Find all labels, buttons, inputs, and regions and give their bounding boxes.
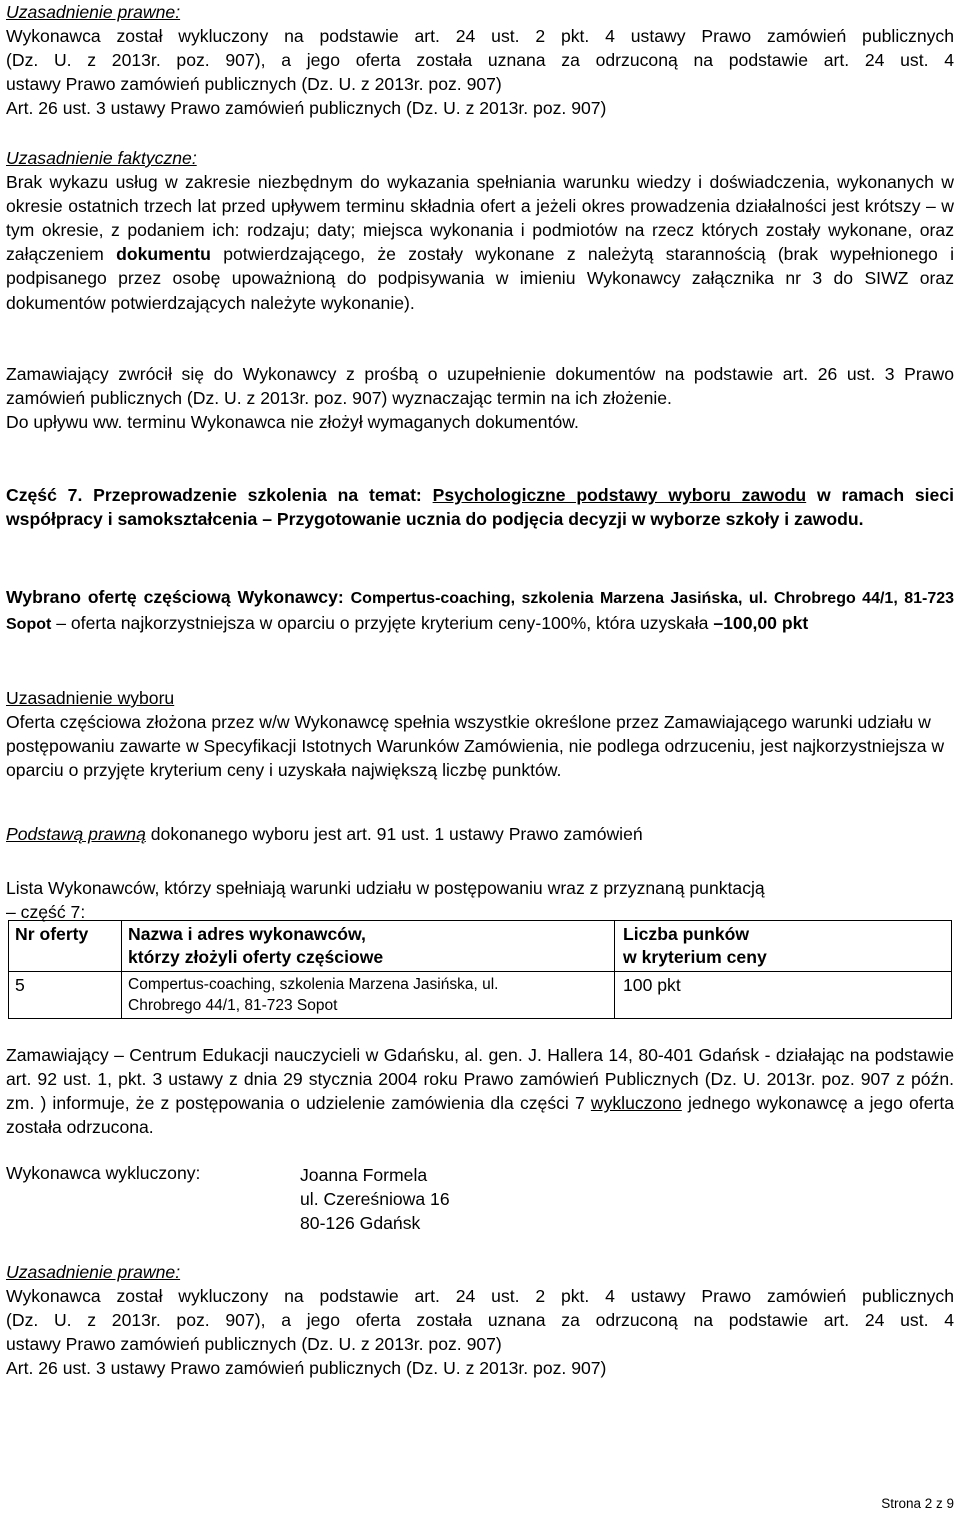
- legal-line: Art. 26 ust. 3 ustawy Prawo zamówień publicznych (Dz. U. z 2013r. poz. 907): [6, 98, 607, 119]
- legal-line: (Dz. U. z 2013r. poz. 907), a jego oferta została uznana za odrzuconą na podstawie art. 24 ust. 4: [6, 50, 954, 71]
- legal-basis: [6, 822, 954, 846]
- excluded-address: [300, 1163, 450, 1235]
- legal-heading: Uzasadnienie prawne:: [6, 1262, 181, 1282]
- part7-heading: [6, 483, 954, 531]
- legal-basis-label: Podstawą prawną: [6, 824, 146, 844]
- table-header-row: [9, 921, 952, 972]
- legal-line: Wykonawca został wykluczony na podstawie art. 24 ust. 2 pkt. 4 ustawy Prawo zamówień publicznych: [6, 1286, 954, 1307]
- header-offer-number: Nr oferty: [9, 921, 122, 972]
- legal-line: Wykonawca został wykluczony na podstawie art. 24 ust. 2 pkt. 4 ustawy Prawo zamówień publicznych: [6, 26, 954, 47]
- request-text: Zamawiający zwrócił się do Wykonawcy z prośbą o uzupełnienie dokumentów na podstawie art. 26 ust. 3 Prawo zamówień publicznych (Dz. U. z 2013r. poz. 907) wyznaczając termin na ich złożenie.: [6, 364, 954, 409]
- factual-heading: Uzasadnienie faktyczne:: [6, 148, 197, 168]
- part7-topic: Psychologiczne podstawy wyboru zawodu: [432, 485, 807, 505]
- cell-points: 100 pkt: [615, 972, 952, 1019]
- excluded-label: Wykonawca wykluczony:: [6, 1163, 201, 1183]
- request-paragraph: [6, 362, 954, 434]
- factual-text: Brak wykazu usług w zakresie niezbędnym do wykazania spełniania warunku wiedzy i doświadczenia, wykonanych w okresie ostatnich trzech lat przed upływem terminu składnia ofert a jeżeli okres prowadzenia działalności jest krótszy – w tym okresie, z podaniem ich: rodzaju; daty; miejsca wykonania i podmiotów na rzecz których zostały wykonane, oraz załączeniem dokumentu potwierdzającego, że zostały wykonane z należytą starannością (brak wypełnionego i podpisanego przez osobę upoważnioną do podpisywania w imieniu Wykonawcy załącznika nr 3 do SIWZ oraz dokumentów potwierdzających należyte wykonanie).: [6, 172, 955, 313]
- legal-basis-text: dokonanego wyboru jest art. 91 ust. 1 ustawy Prawo zamówień: [150, 824, 643, 844]
- list-intro: [6, 876, 954, 924]
- legal-justification-1: [6, 0, 954, 120]
- selection-lead: Wybrano ofertę częściową Wykonawcy:: [6, 587, 344, 607]
- cell-contractor: Compertus-coaching, szkolenia Marzena Jasińska, ul. Chrobrego 44/1, 81-723 Sopot: [122, 972, 615, 1019]
- bold-document-word: dokumentu: [116, 244, 211, 265]
- legal-line: (Dz. U. z 2013r. poz. 907), a jego oferta została uznana za odrzuconą na podstawie art. 24 ust. 4: [6, 1310, 954, 1331]
- choice-text: Oferta częściowa złożona przez w/w Wykonawcę spełnia wszystkie określone przez Zamawiającego warunki udziału w postępowaniu zawarte w Specyfikacji Istotnych Warunków Zamówienia, nie podlega odrzuceniu, jest najkorzystniejsza w oparciu o przyjęte kryterium ceny i uzyskała największą liczbę punktów.: [6, 712, 945, 781]
- selected-company: Compertus-coaching, szkolenia Marzena Jasińska, ul. Chrobrego 44/1, 81-723 Sopot: [6, 590, 955, 634]
- legal-heading: Uzasadnienie prawne:: [6, 2, 181, 22]
- table-row: [9, 972, 952, 1019]
- legal-line: ustawy Prawo zamówień publicznych (Dz. U. z 2013r. poz. 907): [6, 74, 502, 95]
- list-intro-line: – część 7:: [6, 902, 86, 923]
- choice-heading: Uzasadnienie wyboru: [6, 688, 175, 708]
- page-number: Strona 2 z 9: [881, 1496, 954, 1511]
- notice-paragraph: Zamawiający – Centrum Edukacji nauczycieli w Gdańsku, al. gen. J. Hallera 14, 80-401 Gdańsk - działając na podstawie art. 92 ust. 1, pkt. 3 ustawy z dnia 29 stycznia 2004 roku Prawo zamówień Publicznych (Dz. U. 2013r. poz. 907 z późn. zm. ) informuje, że z postępowania o udzielenie zamówienia dla części 7 wykluczono jednego wykonawcę a jego oferta została odrzucona.: [6, 1045, 955, 1138]
- excluded-street: ul. Czereśniowa 16: [300, 1189, 450, 1209]
- selection-score: –100,00 pkt: [713, 613, 809, 634]
- legal-justification-2: [6, 1260, 954, 1380]
- selection-paragraph: [6, 585, 954, 637]
- choice-justification: [6, 686, 954, 782]
- factual-justification: [6, 146, 954, 315]
- list-intro-line: Lista Wykonawców, którzy spełniają warunki udziału w postępowaniu wraz z przyznaną punktacją: [6, 878, 765, 898]
- excluded-word: wykluczono: [590, 1093, 682, 1114]
- request-last-line: Do upływu ww. terminu Wykonawca nie złożył wymaganych dokumentów.: [6, 412, 579, 433]
- selection-rest: – oferta najkorzystniejsza w oparciu o przyjęte kryterium ceny-100%, która uzyskała: [56, 613, 709, 634]
- header-points: Liczba punków w kryterium ceny: [615, 921, 952, 972]
- legal-line: ustawy Prawo zamówień publicznych (Dz. U. z 2013r. poz. 907): [6, 1334, 502, 1355]
- excluded-name: Joanna Formela: [300, 1165, 428, 1185]
- excluded-city: 80-126 Gdańsk: [300, 1213, 421, 1233]
- offers-table: [8, 920, 952, 1019]
- part7-suffix: w ramach sieci współpracy i samokształcenia – Przygotowanie ucznia do podjęcia decyzji w wyborze szkoły i zawodu.: [6, 485, 955, 530]
- cell-offer-number: 5: [9, 972, 122, 1019]
- legal-line: Art. 26 ust. 3 ustawy Prawo zamówień publicznych (Dz. U. z 2013r. poz. 907): [6, 1358, 607, 1379]
- part7-prefix: Część 7. Przeprowadzenie szkolenia na temat:: [6, 485, 422, 505]
- header-contractor: Nazwa i adres wykonawców, którzy złożyli oferty częściowe: [122, 921, 615, 972]
